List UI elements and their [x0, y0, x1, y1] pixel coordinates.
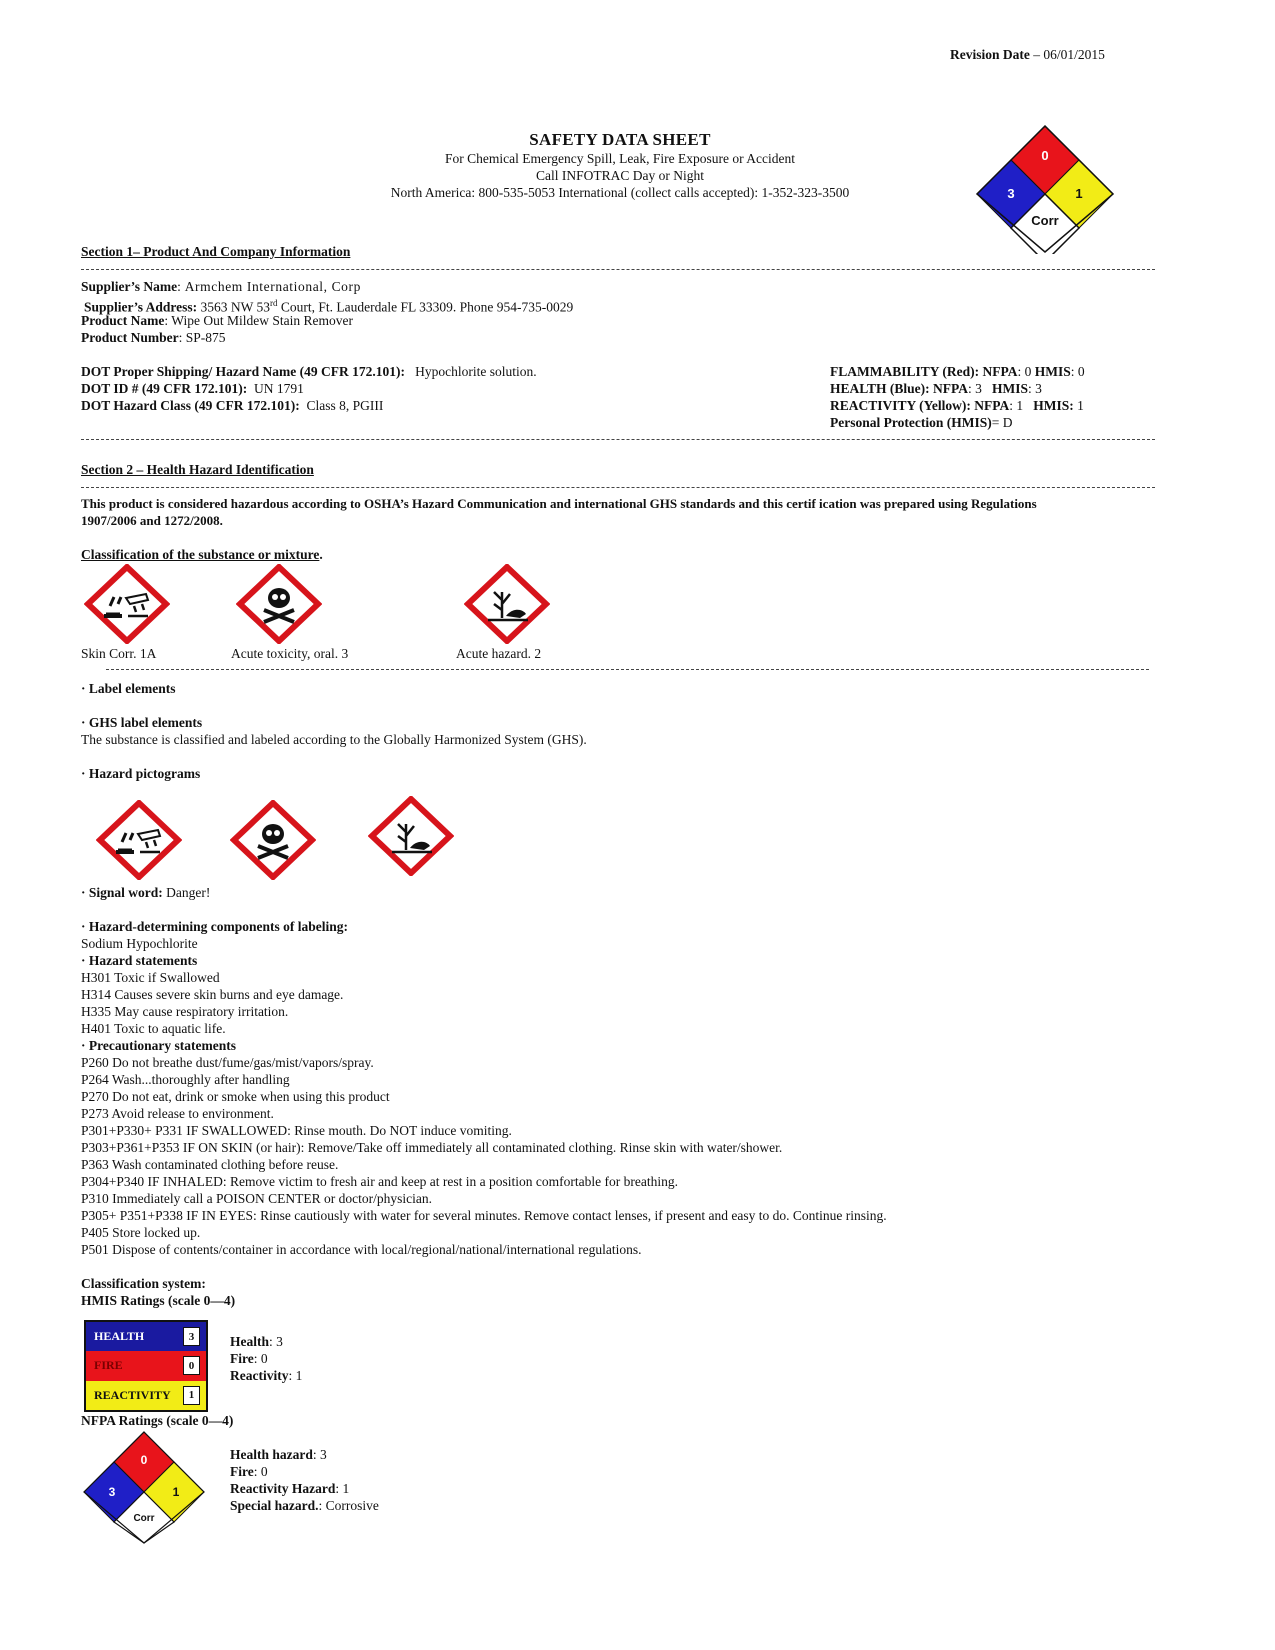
dot-id-row — [81, 380, 304, 397]
hazard-intro-line-2: 1907/2006 and 1272/2008. — [81, 513, 223, 528]
nfpa-fire-value: 0 — [140, 1453, 148, 1467]
nfpa-special-value: : Corrosive — [318, 1498, 379, 1513]
nfpa-health-value: 3 — [108, 1485, 116, 1499]
dot-id-value: UN 1791 — [254, 381, 304, 396]
precautionary-statement: P273 Avoid release to environment. — [81, 1106, 274, 1121]
product-name-value: : Wipe Out Mildew Stain Remover — [164, 313, 353, 328]
hmis-label-table — [84, 1320, 208, 1412]
precautionary-statement: P310 Immediately call a POISON CENTER or doctor/physician. — [81, 1191, 432, 1206]
reactivity-label: REACTIVITY (Yellow): NFPA — [830, 398, 1010, 413]
supplier-address-label: Supplier’s Address: — [84, 299, 198, 315]
health-value: : 3 — [968, 381, 982, 396]
supplier-name-row — [81, 278, 361, 295]
product-number-row — [81, 329, 226, 346]
skull-crossbones-pictogram-icon — [230, 800, 316, 880]
ghs-label-text: The substance is classified and labeled according to the Globally Harmonized System (GHS). — [81, 732, 587, 747]
hazard-statements-heading: · Hazard statements — [81, 953, 198, 968]
nfpa-health-row — [230, 1446, 327, 1463]
classification-heading — [81, 546, 323, 563]
precautionary-statement: P301+P330+ P331 IF SWALLOWED: Rinse mouth. Do NOT induce vomiting. — [81, 1123, 512, 1138]
product-number-label: Product Number — [81, 330, 179, 345]
ghs-label-heading: · GHS label elements — [81, 715, 203, 730]
hazard-components-heading: · Hazard-determining components of labeling: — [81, 919, 348, 934]
nfpa-fire-label: Fire — [230, 1464, 254, 1479]
precautionary-statement: P405 Store locked up. — [81, 1225, 201, 1240]
protection-row — [830, 414, 1012, 431]
signal-word-label: · Signal word: — [81, 885, 163, 900]
hmis-fire-label: Fire — [230, 1351, 254, 1366]
supplier-name-label: Supplier’s Name — [81, 279, 178, 294]
hmis-health-row — [230, 1333, 283, 1350]
precautionary-statement: P501 Dispose of contents/container in accordance with local/regional/national/international regulations. — [81, 1242, 642, 1257]
header-line-1: For Chemical Emergency Spill, Leak, Fire Exposure or Accident — [445, 151, 795, 166]
hmis-reactivity-value: : 1 — [288, 1368, 303, 1383]
dot-shipping-label: DOT Proper Shipping/ Hazard Name (49 CFR 172.101): — [81, 364, 406, 379]
dot-id-label: DOT ID # (49 CFR 172.101): — [81, 381, 248, 396]
hazard-statement: H314 Causes severe skin burns and eye damage. — [81, 987, 344, 1002]
revision-sep: – — [1033, 47, 1040, 62]
nfpa-reactivity-value: 1 — [172, 1485, 180, 1499]
flammability-label: FLAMMABILITY (Red): NFPA — [830, 364, 1018, 379]
precautionary-statement: P303+P361+P353 IF ON SKIN (or hair): Remove/Take off immediately all contaminated clothing. Rinse skin with water/shower. — [81, 1140, 783, 1155]
revision-date-label: Revision Date — [950, 47, 1030, 62]
section-2-heading: Section 2 – Health Hazard Identification — [81, 462, 314, 477]
hmis-row-label: HEALTH — [94, 1329, 145, 1344]
product-name-row — [81, 312, 353, 329]
health-row — [830, 380, 1042, 397]
flammability-hmis-value: : 0 — [1070, 364, 1085, 379]
hmis-row-reactivity — [86, 1381, 206, 1410]
precautionary-statement: P305+ P351+P338 IF IN EYES: Rinse cautiously with water for several minutes. Remove contact lenses, if present and easy to do. Continue rinsing. — [81, 1208, 887, 1223]
supplier-address-sup: rd — [270, 298, 278, 308]
dot-shipping-row — [81, 363, 537, 380]
nfpa-health-label: Health hazard — [230, 1447, 313, 1462]
hmis-health-label: Health — [230, 1334, 269, 1349]
hmis-fire-value: : 0 — [253, 1351, 268, 1366]
classification-heading-text: Classification of the substance or mixture — [81, 547, 320, 562]
nfpa-special-value: Corr — [133, 1513, 155, 1524]
corrosion-pictogram-icon — [84, 564, 170, 644]
revision-date — [950, 46, 1105, 63]
signal-word-row — [81, 884, 210, 901]
hazard-intro-line-1: This product is considered hazardous according to OSHA’s Hazard Communication and international GHS standards and this certif ication was prepared using Regulations — [81, 496, 1037, 511]
revision-date-value: 06/01/2015 — [1043, 47, 1105, 62]
nfpa-reactivity-value: 1 — [1075, 186, 1083, 201]
reactivity-row — [830, 397, 1084, 414]
pictogram-caption: Acute toxicity, oral. 3 — [231, 646, 349, 661]
hmis-fire-row — [230, 1350, 268, 1367]
nfpa-diamond-icon — [975, 124, 1115, 254]
hmis-heading: HMIS Ratings (scale 0—4) — [81, 1293, 236, 1308]
skull-crossbones-pictogram-icon — [236, 564, 322, 644]
hmis-reactivity-row — [230, 1367, 302, 1384]
hmis-row-value: 0 — [183, 1356, 200, 1375]
dot-class-label: DOT Hazard Class (49 CFR 172.101): — [81, 398, 300, 413]
supplier-address-value-a: 3563 NW 53 — [200, 299, 271, 315]
nfpa-health-value: 3 — [1007, 186, 1015, 201]
hmis-row-label: REACTIVITY — [94, 1387, 171, 1402]
nfpa-health-value: : 3 — [312, 1447, 327, 1462]
hazard-statement: H301 Toxic if Swallowed — [81, 970, 220, 985]
header-line-2: Call INFOTRAC Day or Night — [536, 168, 704, 183]
product-number-value: : SP-875 — [178, 330, 226, 345]
dot-shipping-value: Hypochlorite solution. — [415, 364, 537, 379]
pictogram-caption: Skin Corr. 1A — [81, 646, 157, 661]
dot-class-value: Class 8, PGIII — [306, 398, 384, 413]
divider — [106, 669, 1149, 670]
page-title: SAFETY DATA SHEET — [529, 130, 711, 149]
flammability-hmis-label: HMIS — [1034, 364, 1071, 379]
nfpa-fire-value: 0 — [1041, 148, 1049, 163]
precautionary-statement: P270 Do not eat, drink or smoke when using this product — [81, 1089, 390, 1104]
nfpa-special-label: Special hazard. — [230, 1498, 319, 1513]
environment-pictogram-icon — [464, 564, 550, 644]
hmis-row-value: 1 — [183, 1386, 200, 1405]
product-name-label: Product Name — [81, 313, 165, 328]
hmis-row-label: FIRE — [94, 1358, 123, 1373]
divider — [81, 439, 1155, 440]
precautionary-statement: P363 Wash contaminated clothing before reuse. — [81, 1157, 339, 1172]
classification-heading-dot: . — [319, 547, 323, 562]
classification-system-heading: Classification system: — [81, 1276, 206, 1291]
hazard-statement: H335 May cause respiratory irritation. — [81, 1004, 289, 1019]
hazard-components-value: Sodium Hypochlorite — [81, 936, 198, 951]
section-1-heading: Section 1– Product And Company Information — [81, 244, 351, 259]
hmis-row-fire — [86, 1351, 206, 1380]
health-hmis-value: : 3 — [1028, 381, 1042, 396]
hazard-pictograms-heading: · Hazard pictograms — [81, 766, 201, 781]
hazard-statement: H401 Toxic to aquatic life. — [81, 1021, 226, 1036]
nfpa-heading: NFPA Ratings (scale 0—4) — [81, 1413, 234, 1428]
flammability-row — [830, 363, 1085, 380]
signal-word-value: Danger! — [162, 885, 211, 900]
document-header — [330, 130, 910, 201]
precautionary-heading: · Precautionary statements — [81, 1038, 236, 1053]
reactivity-value: : 1 — [1009, 398, 1024, 413]
hmis-row-health — [86, 1322, 206, 1351]
header-line-3: North America: 800-535-5053 International (collect calls accepted): 1-352-323-3500 — [390, 185, 850, 200]
label-elements-heading: · Label elements — [81, 681, 176, 696]
nfpa-reactivity-value: : 1 — [335, 1481, 350, 1496]
corrosion-pictogram-icon — [96, 800, 182, 880]
pictogram-caption: Acute hazard. 2 — [456, 646, 542, 661]
hmis-row-value: 3 — [183, 1327, 200, 1346]
nfpa-fire-row — [230, 1463, 268, 1480]
nfpa-special-row — [230, 1497, 379, 1514]
divider — [81, 487, 1155, 488]
reactivity-hmis-value: 1 — [1077, 398, 1084, 413]
environment-pictogram-icon — [368, 796, 454, 876]
hmis-health-value: : 3 — [269, 1334, 283, 1349]
protection-value: = D — [991, 415, 1013, 430]
reactivity-hmis-label: HMIS: — [1033, 398, 1074, 413]
supplier-name-value: : Armchem International, Corp — [177, 279, 361, 294]
supplier-address-value-b: Court, Ft. Lauderdale FL 33309. Phone 954-735-0029 — [277, 299, 574, 315]
nfpa-reactivity-row — [230, 1480, 349, 1497]
nfpa-special-value: Corr — [1031, 213, 1059, 228]
precautionary-statement: P264 Wash...thoroughly after handling — [81, 1072, 290, 1087]
dot-class-row — [81, 397, 383, 414]
hmis-reactivity-label: Reactivity — [230, 1368, 289, 1383]
nfpa-diamond-icon — [82, 1430, 207, 1545]
divider — [81, 269, 1155, 270]
health-label: HEALTH (Blue): NFPA — [830, 381, 969, 396]
nfpa-fire-value: : 0 — [253, 1464, 268, 1479]
precautionary-statement: P304+P340 IF INHALED: Remove victim to fresh air and keep at rest in a position comfortable for breathing. — [81, 1174, 678, 1189]
nfpa-reactivity-label: Reactivity Hazard — [230, 1481, 336, 1496]
protection-label: Personal Protection (HMIS) — [830, 415, 992, 430]
precautionary-statement: P260 Do not breathe dust/fume/gas/mist/vapors/spray. — [81, 1055, 374, 1070]
flammability-value: : 0 — [1017, 364, 1032, 379]
health-hmis-label: HMIS — [992, 381, 1029, 396]
